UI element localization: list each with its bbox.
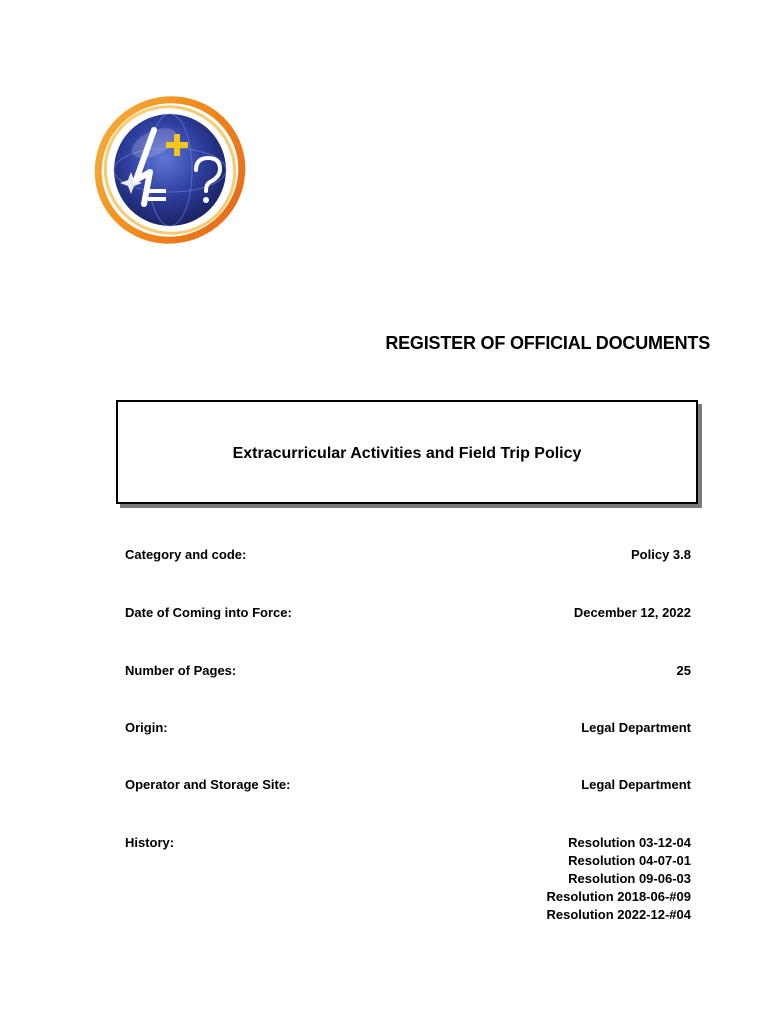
history-item: Resolution 2022-12-#04: [546, 907, 691, 922]
policy-title: Extracurricular Activities and Field Trip Policy: [232, 445, 582, 462]
detail-label: Category and code:: [125, 547, 247, 562]
detail-value: December 12, 2022: [573, 605, 691, 620]
detail-row-pages: [125, 662, 691, 680]
history-item: Resolution 2018-06-#09: [546, 889, 691, 904]
history-item: Resolution 09-06-03: [568, 871, 691, 886]
detail-label: Number of Pages:: [125, 663, 237, 678]
detail-row-operator: [125, 776, 691, 794]
organization-logo: [90, 88, 250, 248]
history-label: History:: [125, 835, 175, 850]
detail-row-date: [125, 604, 691, 622]
detail-row-origin: [125, 719, 691, 737]
detail-value: 25: [676, 663, 691, 678]
history-item: Resolution 04-07-01: [568, 853, 691, 868]
detail-value: Legal Department: [581, 720, 691, 735]
detail-label: Origin:: [125, 720, 168, 735]
detail-label: Date of Coming into Force:: [125, 605, 292, 620]
history-list: [546, 834, 691, 924]
register-heading: REGISTER OF OFFICIAL DOCUMENTS: [385, 333, 710, 353]
detail-row-history: [125, 834, 691, 924]
detail-value: Policy 3.8: [631, 547, 691, 562]
policy-title-box: [116, 400, 698, 504]
detail-row-category: [125, 546, 691, 564]
detail-label: Operator and Storage Site:: [125, 777, 291, 792]
detail-value: Legal Department: [581, 777, 691, 792]
history-item: Resolution 03-12-04: [568, 835, 691, 850]
